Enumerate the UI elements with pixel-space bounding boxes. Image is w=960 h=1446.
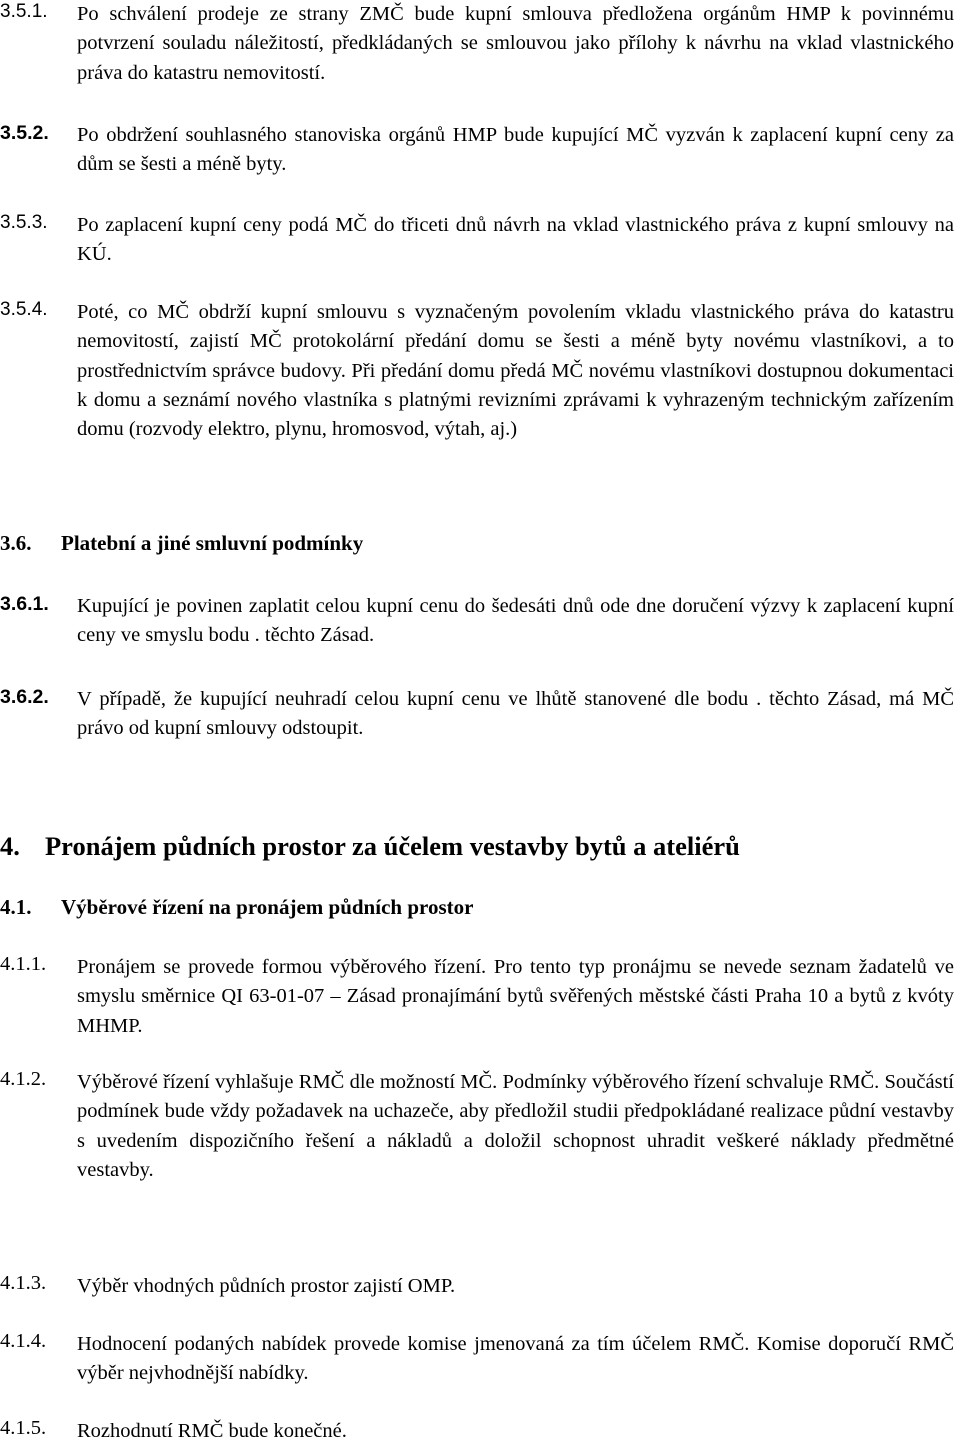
section-4-1-4 (0, 1330, 954, 1389)
section-text: Výběrové řízení vyhlašuje RMČ dle možností MČ. Podmínky výběrového řízení schvaluje RMČ. Součástí podmínek bude vždy požadavek na uchazeče, aby předložil studii předpokládané realizace půdní vestavby s uvedením dispozičního řešení a nákladů a doložil schopnost uhradit veškeré náklady předmětné vestavby. (77, 1071, 954, 1181)
heading-number: 4.1. (0, 895, 32, 919)
heading-number: 4. (0, 831, 20, 861)
heading-4 (0, 831, 740, 862)
section-number: 4.1.1. (0, 953, 47, 975)
section-text: Po schválení prodeje ze strany ZMČ bude kupní smlouva předložena orgánům HMP k povinnému potvrzení souladu náležitostí, předkládaných se smlouvou jako přílohy k návrhu na vklad vlastnického práva do katastru nemovitostí. (77, 3, 954, 84)
section-3-5-3 (0, 211, 954, 270)
section-number: 3.6.2. (0, 686, 49, 708)
section-3-6-2 (0, 685, 954, 744)
section-3-5-4 (0, 298, 954, 444)
section-number: 3.5.3. (0, 212, 48, 233)
section-text: Rozhodnutí RMČ bude konečné. (77, 1420, 347, 1442)
heading-4-1 (0, 895, 473, 920)
heading-text: Platební a jiné smluvní podmínky (61, 531, 364, 555)
heading-text: Výběrové řízení na pronájem půdních prostor (61, 895, 474, 919)
section-3-5-2 (0, 121, 954, 180)
section-text: Pronájem se provede formou výběrového řízení. Pro tento typ pronájmu se nevede seznam žadatelů ve smyslu směrnice QI 63-01-07 – Zásad pronajímání bytů svěřených městské části Praha 10 a bytů z kvóty MHMP. (77, 956, 954, 1037)
section-number: 3.5.2. (0, 122, 49, 144)
section-text: Výběr vhodných půdních prostor zajistí OMP. (77, 1275, 456, 1297)
heading-3-6 (0, 531, 363, 556)
section-number: 3.5.4. (0, 299, 48, 320)
section-3-6-1 (0, 592, 954, 651)
section-text: Kupující je povinen zaplatit celou kupní cenu do šedesáti dnů ode dne doručení výzvy k zaplacení kupní ceny ve smyslu bodu . těchto Zásad. (77, 595, 954, 647)
section-number: 4.1.3. (0, 1272, 47, 1294)
section-number: 3.6.1. (0, 593, 49, 615)
section-number: 4.1.5. (0, 1417, 47, 1439)
section-text: Poté, co MČ obdrží kupní smlouvu s vyznačeným povolením vkladu vlastnického práva do katastru nemovitostí, zajistí MČ protokolární předání domu se šesti a méně byty novému vlastníkovi, a to prostřednictvím správce budovy. Při předání domu předá MČ novému vlastníkovi dostupnou dokumentaci k domu a seznámí nového vlastníka s platnými revizními zprávami k vyhrazeným technickým zařízením domu (rozvody elektro, plynu, hromosvod, výtah, aj.) (77, 301, 954, 441)
section-text: Po zaplacení kupní ceny podá MČ do třiceti dnů návrh na vklad vlastnického práva z kupní smlouvy na KÚ. (77, 214, 954, 266)
heading-text: Pronájem půdních prostor za účelem vestavby bytů a ateliérů (45, 831, 740, 861)
section-text: Po obdržení souhlasného stanoviska orgánů HMP bude kupující MČ vyzván k zaplacení kupní ceny za dům se šesti a méně byty. (77, 124, 954, 176)
section-4-1-3 (0, 1272, 954, 1301)
section-text: Hodnocení podaných nabídek provede komise jmenovaná za tím účelem RMČ. Komise doporučí RMČ výběr nejvhodnější nabídky. (77, 1333, 954, 1385)
heading-number: 3.6. (0, 531, 32, 555)
section-text: V případě, že kupující neuhradí celou kupní cenu ve lhůtě stanovené dle bodu . těchto Zásad, má MČ právo od kupní smlouvy odstoupit. (77, 688, 954, 740)
section-number: 4.1.4. (0, 1330, 47, 1352)
section-number: 4.1.2. (0, 1068, 47, 1090)
section-number: 3.5.1. (0, 1, 48, 22)
section-4-1-2 (0, 1068, 954, 1185)
section-3-5-1 (0, 0, 954, 88)
section-4-1-1 (0, 953, 954, 1041)
